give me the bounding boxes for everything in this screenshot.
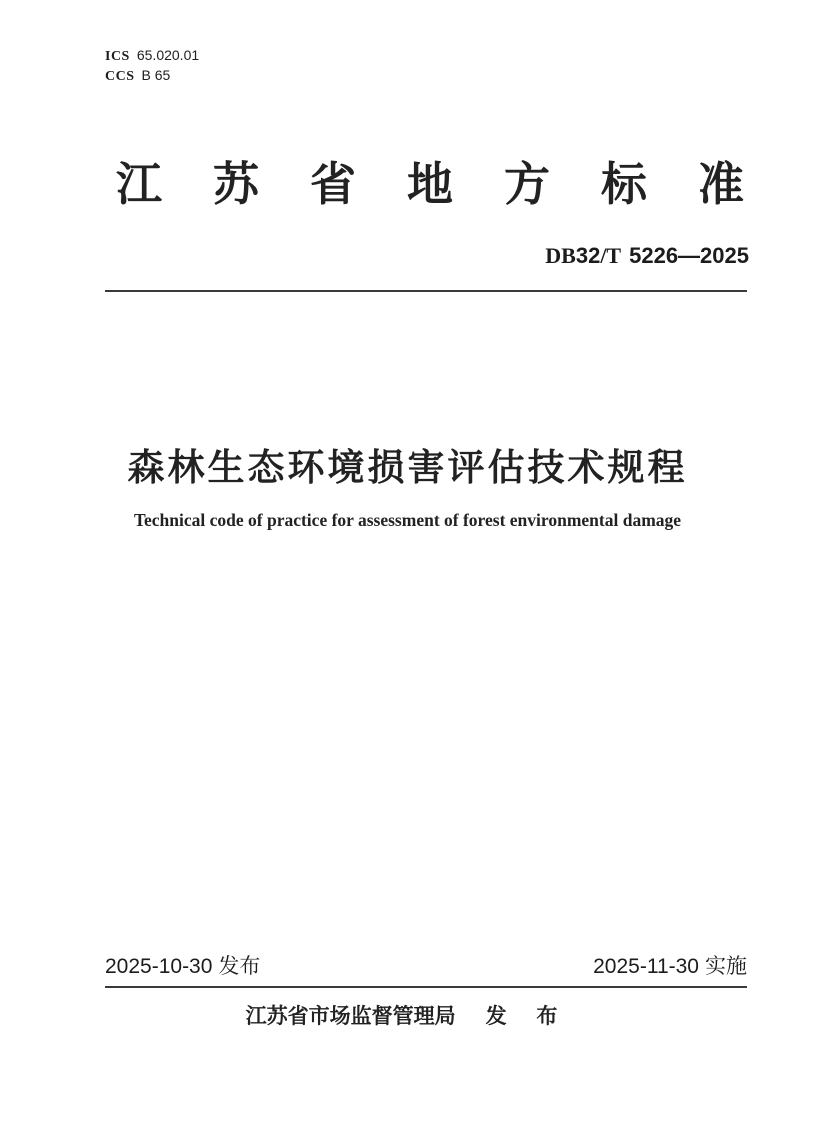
publish-label: 发 布 xyxy=(485,1005,570,1028)
publisher-name: 江苏省市场监督管理局 xyxy=(245,1005,456,1028)
classification-block xyxy=(105,46,199,86)
publisher-row xyxy=(0,1000,815,1030)
ics-line xyxy=(105,46,199,66)
ics-label: ICS xyxy=(105,49,130,64)
document-title-en: Technical code of practice for assessment of forest environmental damage xyxy=(133,510,682,530)
implement-date-group xyxy=(593,950,747,980)
standard-name-char: 苏 xyxy=(213,158,259,210)
standard-name-char: 省 xyxy=(310,158,356,210)
implement-label: 实施 xyxy=(705,955,747,978)
document-title-zh: 森林生态环境损害评估技术规程 xyxy=(127,447,688,488)
ics-value: 65.020.01 xyxy=(136,47,200,63)
standard-name-char: 标 xyxy=(601,158,647,210)
standard-name-char: 江 xyxy=(116,158,162,210)
footer-divider-line xyxy=(105,986,747,988)
ccs-label: CCS xyxy=(105,69,135,84)
dates-row xyxy=(105,950,747,980)
header-divider-line xyxy=(105,290,747,292)
issue-label: 发布 xyxy=(218,955,261,978)
doc-number-value: 5226—2025 xyxy=(629,243,749,268)
standard-name xyxy=(116,148,744,214)
ccs-line xyxy=(105,66,199,86)
standard-name-char: 地 xyxy=(407,158,453,210)
standard-name-char: 准 xyxy=(698,158,744,210)
doc-number-db: DB xyxy=(545,243,576,268)
issue-date: 2025-10-30 xyxy=(105,955,213,978)
issue-date-group xyxy=(105,950,260,980)
ccs-value: B 65 xyxy=(141,67,171,83)
doc-number-slash-t: /T xyxy=(600,243,622,268)
document-number xyxy=(545,243,749,269)
implement-date: 2025-11-30 xyxy=(593,955,699,978)
standard-name-char: 方 xyxy=(504,158,550,210)
doc-number-region: 32 xyxy=(575,243,601,268)
